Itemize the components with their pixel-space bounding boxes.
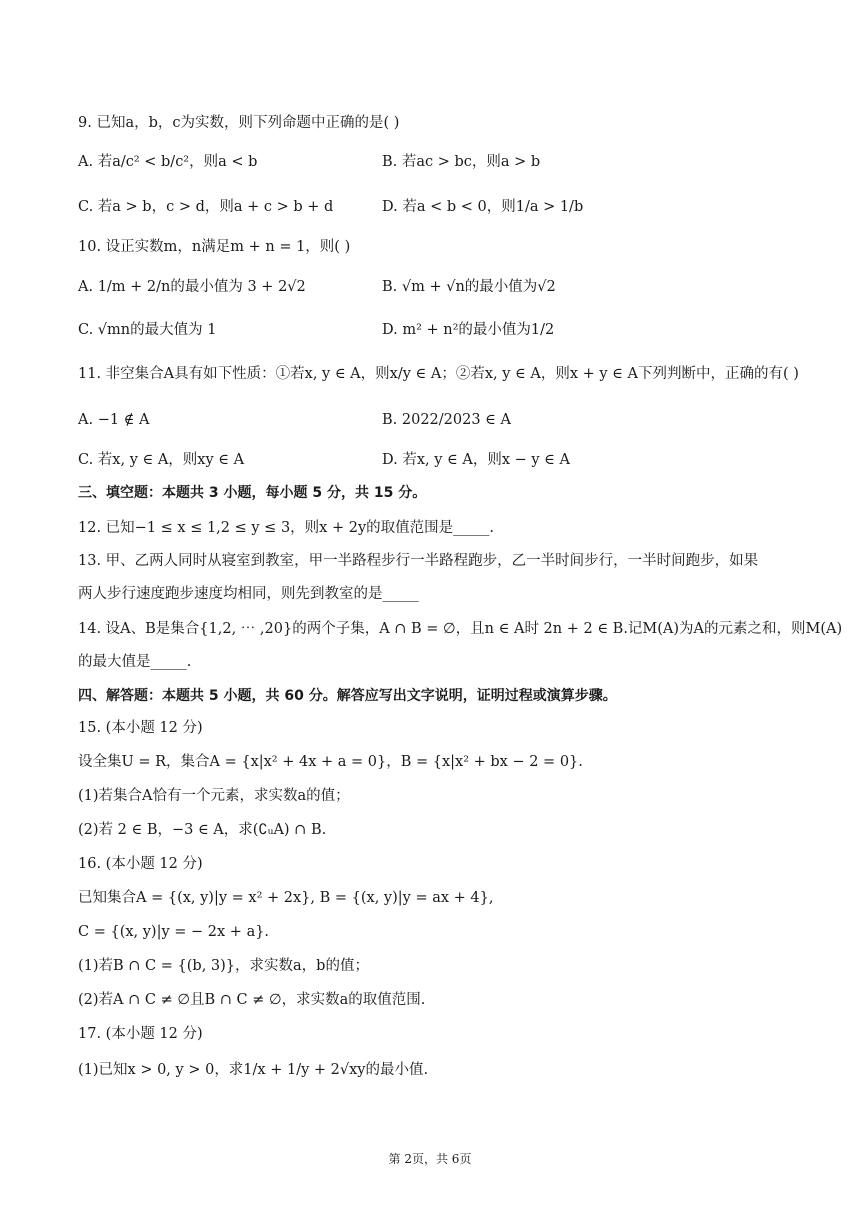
question-10-stem: 10. 设正实数m，n满足m + n = 1，则( ) [78, 239, 351, 255]
question-9-option-c: C. 若a > b，c > d，则a + c > b + d [78, 199, 334, 215]
question-9-option-b: B. 若ac > bc，则a > b [382, 154, 541, 170]
question-11-option-a: A. −1 ∉ A [78, 412, 150, 428]
section-heading-answer: 四、解答题：本题共 5 小题，共 60 分。解答应写出文字说明，证明过程或演算步骤。 [78, 688, 617, 704]
question-9-stem: 9. 已知a，b，c为实数，则下列命题中正确的是( ) [78, 115, 400, 131]
question-10-option-d: D. m² + n²的最小值为1/2 [382, 322, 555, 338]
question-13-line-1: 13. 甲、乙两人同时从寝室到教室，甲一半路程步行一半路程跑步，乙一半时间步行，一半时间跑步，如果 [78, 553, 759, 569]
question-16-stem-line-1: 已知集合A = {(x, y)|y = x² + 2x}, B = {(x, y)|y = ax + 4}, [78, 890, 494, 906]
question-14-line-2: 的最大值是_____. [78, 654, 192, 670]
question-10-option-b: B. √m + √n的最小值为√2 [382, 279, 556, 295]
question-11-stem: 11. 非空集合A具有如下性质：①若x, y ∈ A，则x/y ∈ A；②若x, y ∈ A，则x + y ∈ A下列判断中，正确的有( ) [78, 366, 799, 382]
question-11-option-b: B. 2022/2023 ∈ A [382, 412, 511, 428]
question-9-option-d: D. 若a < b < 0，则1/a > 1/b [382, 199, 584, 215]
question-9-option-a: A. 若a/c² < b/c²，则a < b [78, 154, 258, 170]
question-10-option-c: C. √mn的最大值为 1 [78, 322, 217, 338]
question-12: 12. 已知−1 ≤ x ≤ 1,2 ≤ y ≤ 3，则x + 2y的取值范围是_____. [78, 520, 494, 536]
question-11-option-d: D. 若x, y ∈ A，则x − y ∈ A [382, 452, 570, 468]
question-15-stem: 设全集U = R，集合A = {x|x² + 4x + a = 0}，B = {x|x² + bx − 2 = 0}. [78, 754, 583, 770]
question-15-header: 15. (本小题 12 分) [78, 720, 203, 736]
question-11-option-c: C. 若x, y ∈ A，则xy ∈ A [78, 452, 245, 468]
question-14-line-1: 14. 设A、B是集合{1,2, ⋯ ,20}的两个子集，A ∩ B = ∅，且n ∈ A时 2n + 2 ∈ B.记M(A)为A的元素之和，则M(A) [78, 621, 843, 637]
question-16-part-1: (1)若B ∩ C = {(b, 3)}，求实数a，b的值； [78, 958, 369, 974]
question-17-header: 17. (本小题 12 分) [78, 1026, 203, 1042]
question-16-header: 16. (本小题 12 分) [78, 856, 203, 872]
question-13-line-2: 两人步行速度跑步速度均相同，则先到教室的是_____ [78, 586, 419, 602]
question-15-part-1: (1)若集合A恰有一个元素，求实数a的值； [78, 788, 350, 804]
question-15-part-2: (2)若 2 ∈ B，−3 ∈ A，求(∁ᵤA) ∩ B. [78, 822, 327, 838]
page-footer: 第 2页，共 6页 [388, 1152, 472, 1166]
question-16-part-2: (2)若A ∩ C ≠ ∅且B ∩ C ≠ ∅，求实数a的取值范围. [78, 992, 426, 1008]
question-16-stem-line-2: C = {(x, y)|y = − 2x + a}. [78, 924, 270, 940]
question-10-option-a: A. 1/m + 2/n的最小值为 3 + 2√2 [78, 279, 306, 295]
question-17-part-1: (1)已知x > 0, y > 0，求1/x + 1/y + 2√xy的最小值. [78, 1062, 429, 1078]
section-heading-fill-in: 三、填空题：本题共 3 小题，每小题 5 分，共 15 分。 [78, 485, 427, 501]
